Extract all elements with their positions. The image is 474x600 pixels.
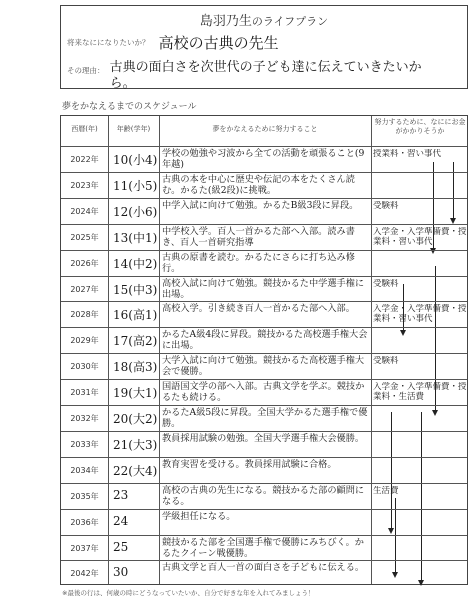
row-year: 2030年 [70, 362, 99, 372]
row-age: 25 [113, 539, 129, 554]
row-year: 2033年 [70, 439, 99, 449]
row-action: 中学入試に向けて勉強。かるたB級3段に昇段。 [162, 199, 359, 211]
header-year: 西暦(年) [71, 125, 98, 133]
row-age: 15(中3) [113, 282, 157, 297]
row-year: 2035年 [70, 491, 99, 501]
row-age: 14(中2) [113, 256, 157, 271]
row-year: 2026年 [70, 258, 99, 268]
col-divider [108, 116, 109, 584]
row-year: 2027年 [70, 284, 99, 294]
row-divider [61, 535, 467, 536]
row-year: 2022年 [70, 155, 99, 164]
row-divider [61, 405, 467, 406]
row-divider [61, 301, 467, 302]
row-cost-note: 受験料 [373, 356, 399, 367]
row-year: 2037年 [70, 543, 99, 553]
arrow-mark [433, 162, 434, 252]
row-action: 学級担任になる。 [162, 510, 236, 522]
row-year: 2028年 [70, 310, 99, 320]
header-age: 年齢(学年) [116, 125, 151, 133]
row-divider [61, 327, 467, 328]
row-year: 2029年 [70, 336, 99, 346]
row-action: 古典の本を中心に歴史や伝記の本をたくさん読む。かるた(級2段)に挑戦。 [162, 173, 355, 196]
header-action: 夢をかなえるために努力すること [212, 125, 318, 133]
row-age: 11(小5) [113, 178, 157, 193]
row-year: 2024年 [70, 206, 99, 216]
row-action: 国語国文学の部へ入部。古典文学を学ぶ。競技かるたも続ける。 [162, 381, 365, 404]
row-age: 18(高3) [113, 360, 157, 375]
arrow-mark [421, 412, 422, 584]
footnote: ※最後の行は、何歳の時にどうなっていたいか、自分で好きな年を入れてみましょう！ [62, 589, 315, 597]
student-name: 島羽乃生 [199, 14, 252, 29]
row-cost-note: 受験料 [373, 278, 399, 289]
plan-title [61, 10, 467, 29]
row-year: 2034年 [70, 465, 99, 475]
row-action: 高校入学。引き続き百人一首かるた部へ入部。 [162, 303, 355, 315]
row-age: 24 [113, 513, 129, 528]
row-action: 中学校入学。百人一首かるた部へ入部。読み書き、百人一首研究指導 [162, 225, 355, 248]
row-cost-note: 入学金・入学準備費・授業料・習い事代 [373, 304, 467, 325]
reason-label: その理由： [67, 66, 105, 75]
row-action: 古典の原書を読む。かるたにさらに打ち込み修行。 [162, 251, 355, 274]
future-dream-label: 将来なにになりたいか？ [67, 38, 150, 47]
row-cost-note: 入学金・入学準備費・授業料・習い事代 [373, 226, 467, 247]
schedule-table [60, 115, 468, 585]
row-cost-note: 生活費 [373, 485, 399, 496]
row-age: 13(中1) [113, 230, 157, 245]
future-dream-row [67, 32, 461, 53]
row-cost-note: 授業料・習い事代 [373, 149, 442, 159]
row-year: 2042年 [70, 569, 99, 579]
row-age: 23 [113, 487, 129, 502]
arrow-mark [395, 498, 396, 576]
row-divider [61, 250, 467, 251]
header-note: 努力するために、なににお金がかかりそうか [374, 118, 466, 135]
row-divider [61, 353, 467, 354]
row-age: 16(高1) [113, 308, 157, 323]
row-year: 2036年 [70, 517, 99, 527]
arrow-mark [435, 266, 436, 414]
schedule-title: 夢をかなえるまでのスケジュール [62, 102, 197, 112]
life-plan-header [60, 5, 468, 89]
row-age: 10(小4) [113, 153, 157, 167]
row-divider [61, 509, 467, 510]
row-divider [61, 560, 467, 561]
row-action: かるたA級4段に昇段。競技かるた高校選手権大会に出場。 [162, 329, 368, 352]
row-divider [61, 431, 467, 432]
row-age: 21(大3) [113, 437, 157, 452]
row-divider [61, 198, 467, 199]
row-divider [61, 224, 467, 225]
row-action: 教員採用試験の勉強。全国大学選手権大会優勝。 [162, 432, 365, 444]
row-action: 大学入試に向けて勉強。競技かるた高校選手権大会で優勝。 [162, 355, 365, 378]
row-divider [61, 483, 467, 484]
row-divider [61, 146, 467, 147]
future-dream-answer: 高校の古典の先生 [158, 34, 279, 52]
row-age: 30 [113, 565, 129, 580]
row-action: 教育実習を受ける。教員採用試験に合格。 [162, 458, 337, 470]
row-action: 古典文学と百人一首の面白さを子どもに伝える。 [162, 562, 365, 574]
row-cost-note: 入学金・入学準備費・授業料・生活費 [373, 382, 467, 403]
row-divider [61, 172, 467, 173]
row-year: 2025年 [70, 232, 99, 242]
row-age: 22(大4) [113, 463, 157, 478]
row-year: 2023年 [70, 180, 99, 190]
row-action: 競技かるた部を全国選手権で優勝にみちびく。かるたクイーン戦優勝。 [162, 536, 364, 559]
reason-answer: 古典の面白さを次世代の子ども達に伝えていきたいから。 [109, 60, 422, 91]
row-age: 12(小6) [113, 204, 157, 219]
row-action: 高校の古典の先生になる。競技かるた部の顧問になる。 [162, 484, 365, 507]
row-action: かるたA級5段に昇段。全国大学かるた選手権で優勝。 [162, 407, 368, 429]
row-age: 17(高2) [113, 334, 157, 349]
row-divider [61, 457, 467, 458]
row-year: 2032年 [70, 414, 99, 423]
row-divider [61, 276, 467, 277]
plan-title-suffix: のライフプラン [251, 15, 329, 28]
row-action: 高校入試に向けて勉強。競技かるた中学選手権に出場。 [162, 277, 365, 300]
col-divider [159, 116, 160, 584]
row-action: 学校の勉強や习波から全ての活動を頑張ること(9年越) [162, 148, 365, 170]
row-cost-note: 受験料 [373, 200, 399, 211]
row-age: 20(大2) [113, 412, 157, 426]
col-divider [371, 116, 372, 584]
reason-row [67, 60, 461, 92]
row-year: 2031年 [70, 388, 99, 398]
row-divider [61, 379, 467, 380]
row-age: 19(大1) [113, 386, 157, 401]
